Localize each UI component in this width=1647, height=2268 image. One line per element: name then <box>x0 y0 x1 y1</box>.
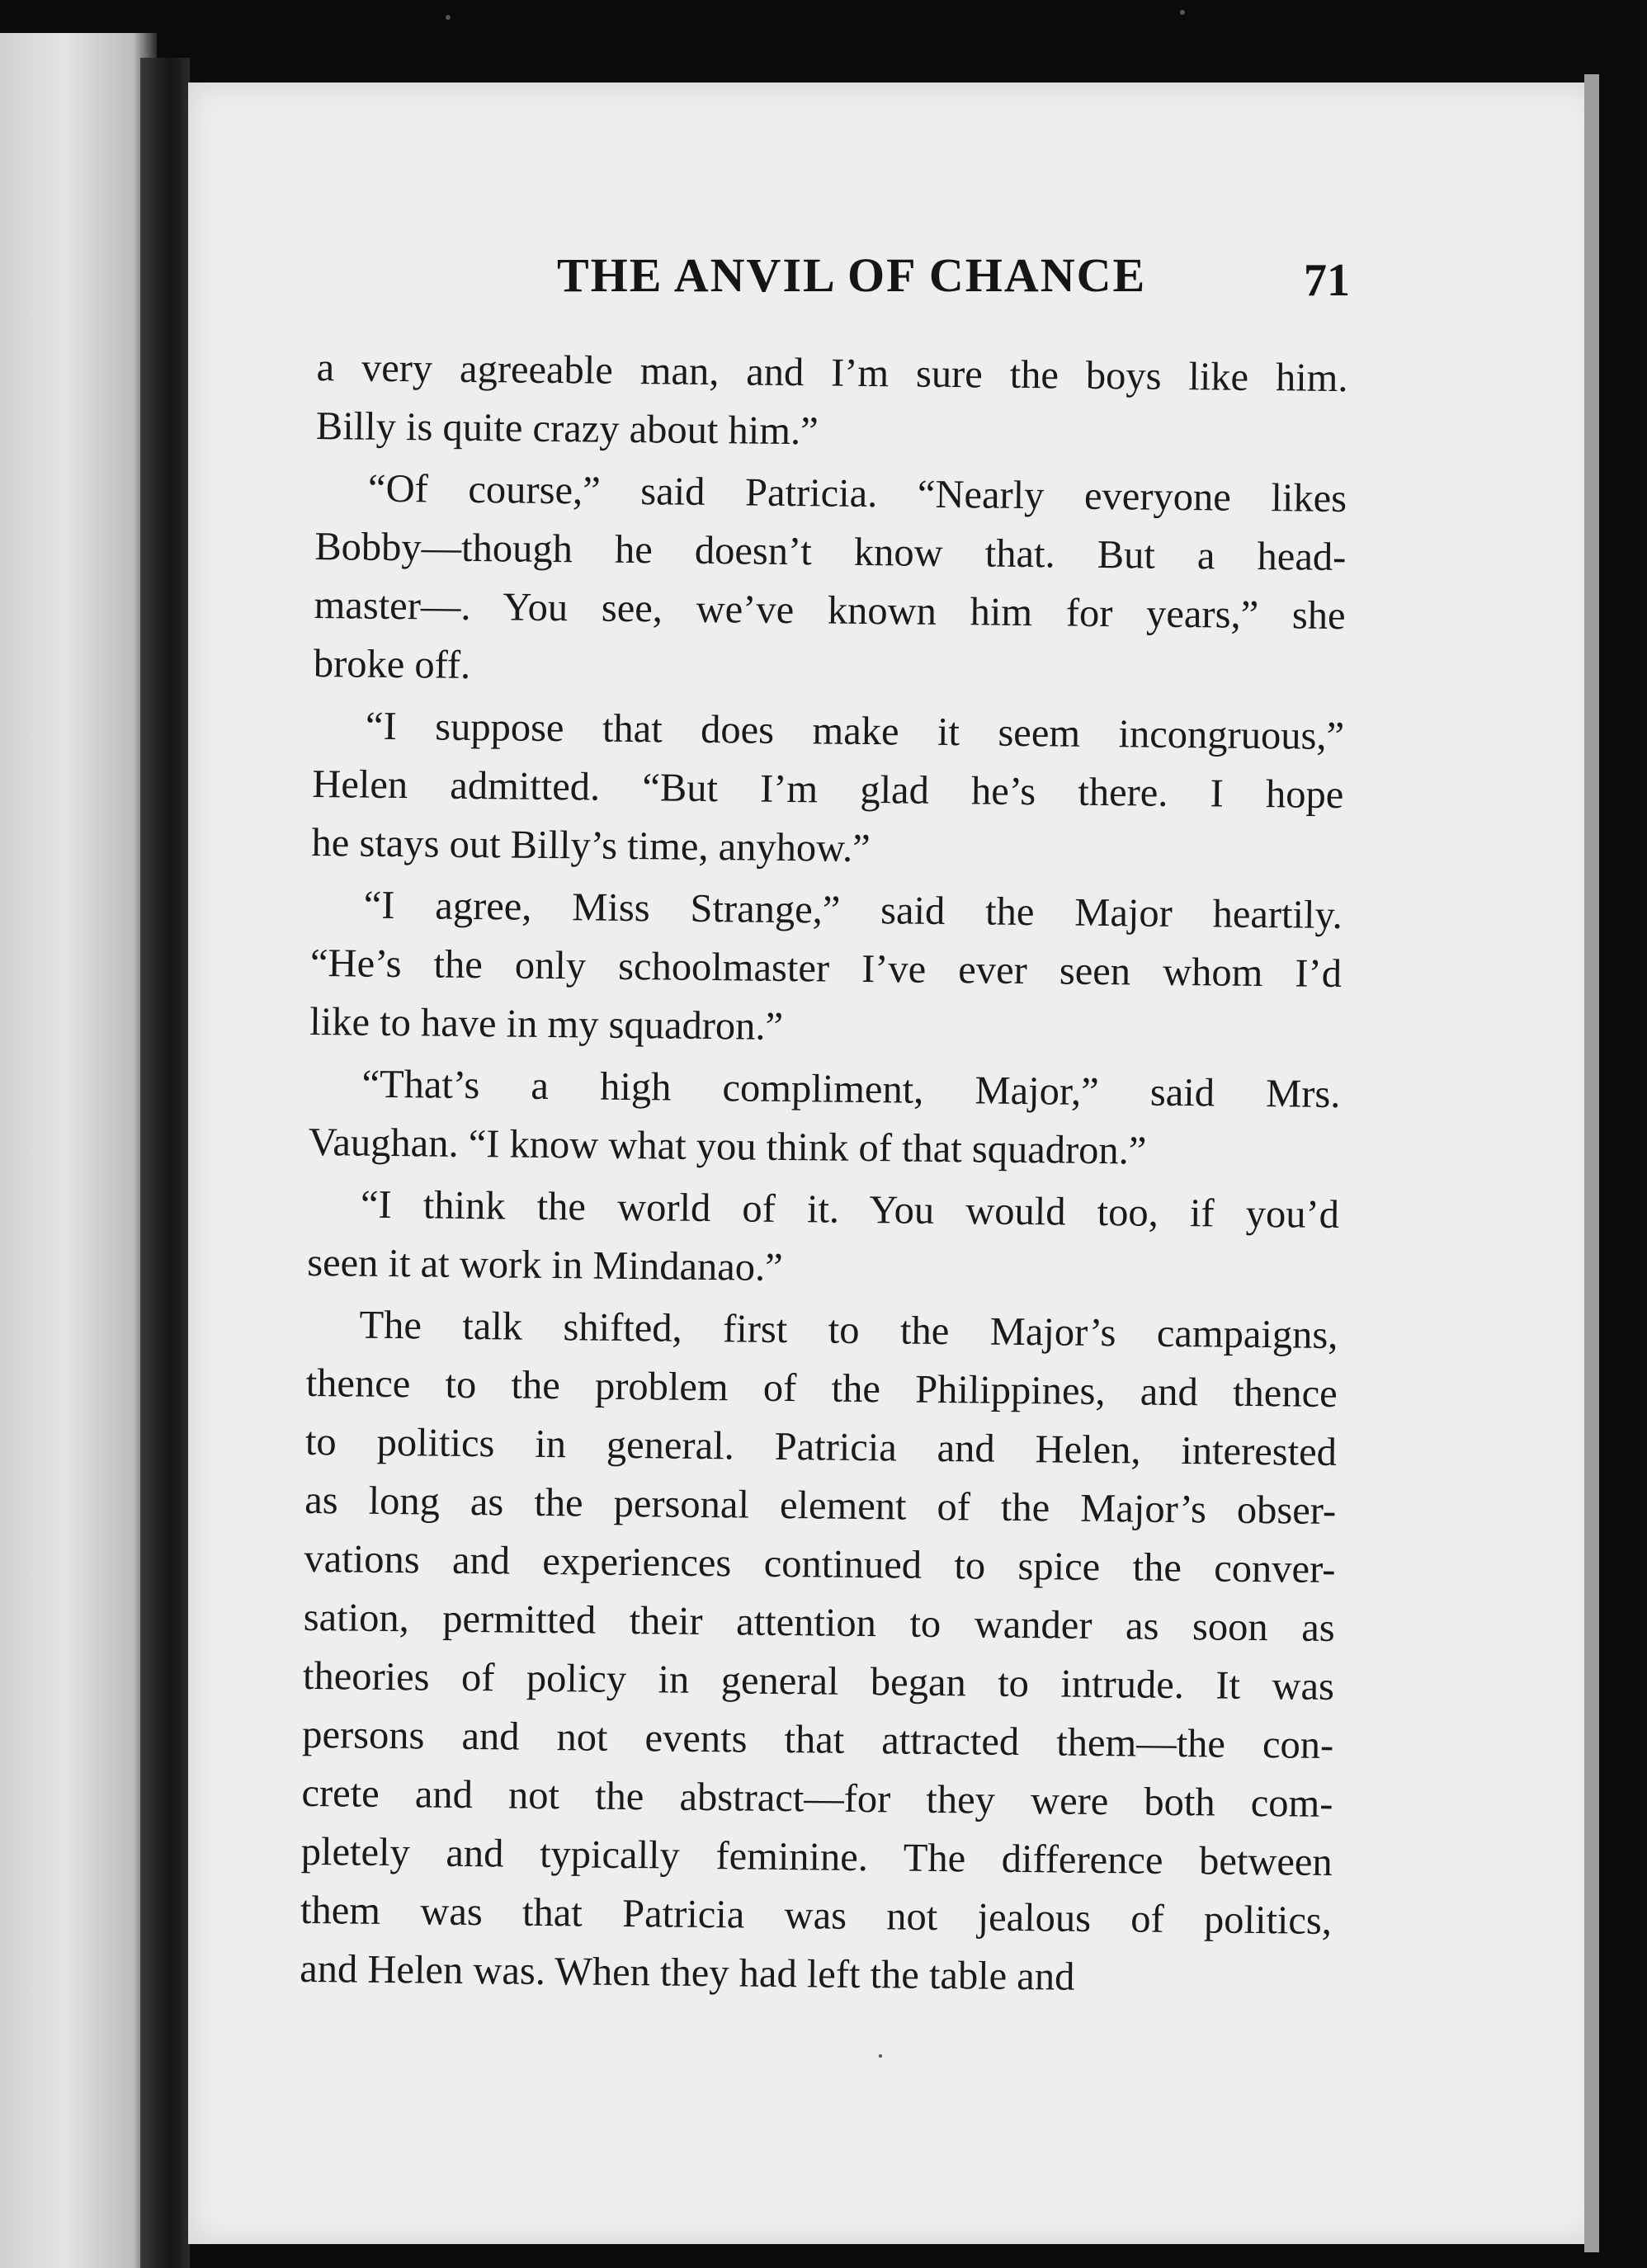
text-line: Helen admitted. “But I’m glad he’s there. I hope <box>312 762 1344 818</box>
text-line: to politics in general. Patricia and Helen, interested <box>304 1419 1338 1475</box>
text-line: as long as the personal element of the Major’s obser- <box>304 1478 1337 1534</box>
text-line: vations and experiences continued to spice the conver- <box>304 1536 1336 1592</box>
text-line: Vaughan. “I know what you think of that squadron.” <box>308 1120 1147 1173</box>
paragraph <box>300 1295 1338 2009</box>
text-line: “I agree, Miss Strange,” said the Major heartily. <box>363 883 1343 938</box>
text-line: persons and not events that attracted them—the con- <box>301 1712 1334 1767</box>
text-line: broke off. <box>313 641 471 687</box>
scan-speck <box>879 2054 882 2058</box>
scan-speck <box>1180 10 1185 15</box>
paragraph <box>307 1175 1339 1303</box>
text-line: thence to the problem of the Philippines, and thence <box>305 1360 1338 1417</box>
page-edge-shadow <box>1584 74 1599 2252</box>
text-line: seen it at work in Mindanao.” <box>306 1240 783 1290</box>
text-line: like to have in my squadron.” <box>309 999 784 1049</box>
text-line: “Of course,” said Patricia. “Nearly everyone likes <box>367 466 1347 521</box>
text-line: The talk shifted, first to the Major’s campaigns, <box>359 1303 1338 1358</box>
text-line: “That’s a high compliment, Major,” said Mrs. <box>361 1062 1341 1117</box>
text-line: sation, permitted their attention to wander as soon as <box>303 1595 1335 1651</box>
paragraph <box>313 459 1347 704</box>
text-line: and Helen was. When they had left the table and <box>300 1946 1075 1999</box>
text-line: Billy is quite crazy about him.” <box>315 403 819 454</box>
text-line: “I suppose that does make it seem incongruous,” <box>365 704 1345 759</box>
paragraph <box>309 875 1343 1062</box>
text-line: theories of policy in general began to intrude. It was <box>302 1653 1335 1709</box>
book-spine <box>140 58 190 2268</box>
text-line: them was that Patricia was not jealous of politics, <box>300 1888 1333 1943</box>
text-line: “He’s the only schoolmaster I’ve ever seen whom I’d <box>309 941 1343 997</box>
text-line: pletely and typically feminine. The difference between <box>300 1829 1333 1884</box>
paragraph <box>308 1054 1340 1182</box>
scan-speck <box>446 15 451 20</box>
paragraph <box>316 338 1348 466</box>
running-title: THE ANVIL OF CHANCE <box>557 248 1147 302</box>
text-line: crete and not the abstract—for they were both com- <box>301 1771 1333 1826</box>
page-header <box>363 231 1353 314</box>
text-line: “I think the world of it. You would too, if you’d <box>360 1182 1340 1238</box>
left-page-edge <box>0 33 157 2268</box>
paragraph <box>311 696 1344 883</box>
page-body-text <box>300 338 1348 2009</box>
text-line: master—. You see, we’ve known him for years,” she <box>314 582 1346 639</box>
text-line: a very agreeable man, and I’m sure the boys like him. <box>316 345 1348 401</box>
text-line: he stays out Billy’s time, anyhow.” <box>311 820 871 871</box>
page-number: 71 <box>1304 255 1350 306</box>
text-line: Bobby—though he doesn’t know that. But a head- <box>314 524 1347 580</box>
